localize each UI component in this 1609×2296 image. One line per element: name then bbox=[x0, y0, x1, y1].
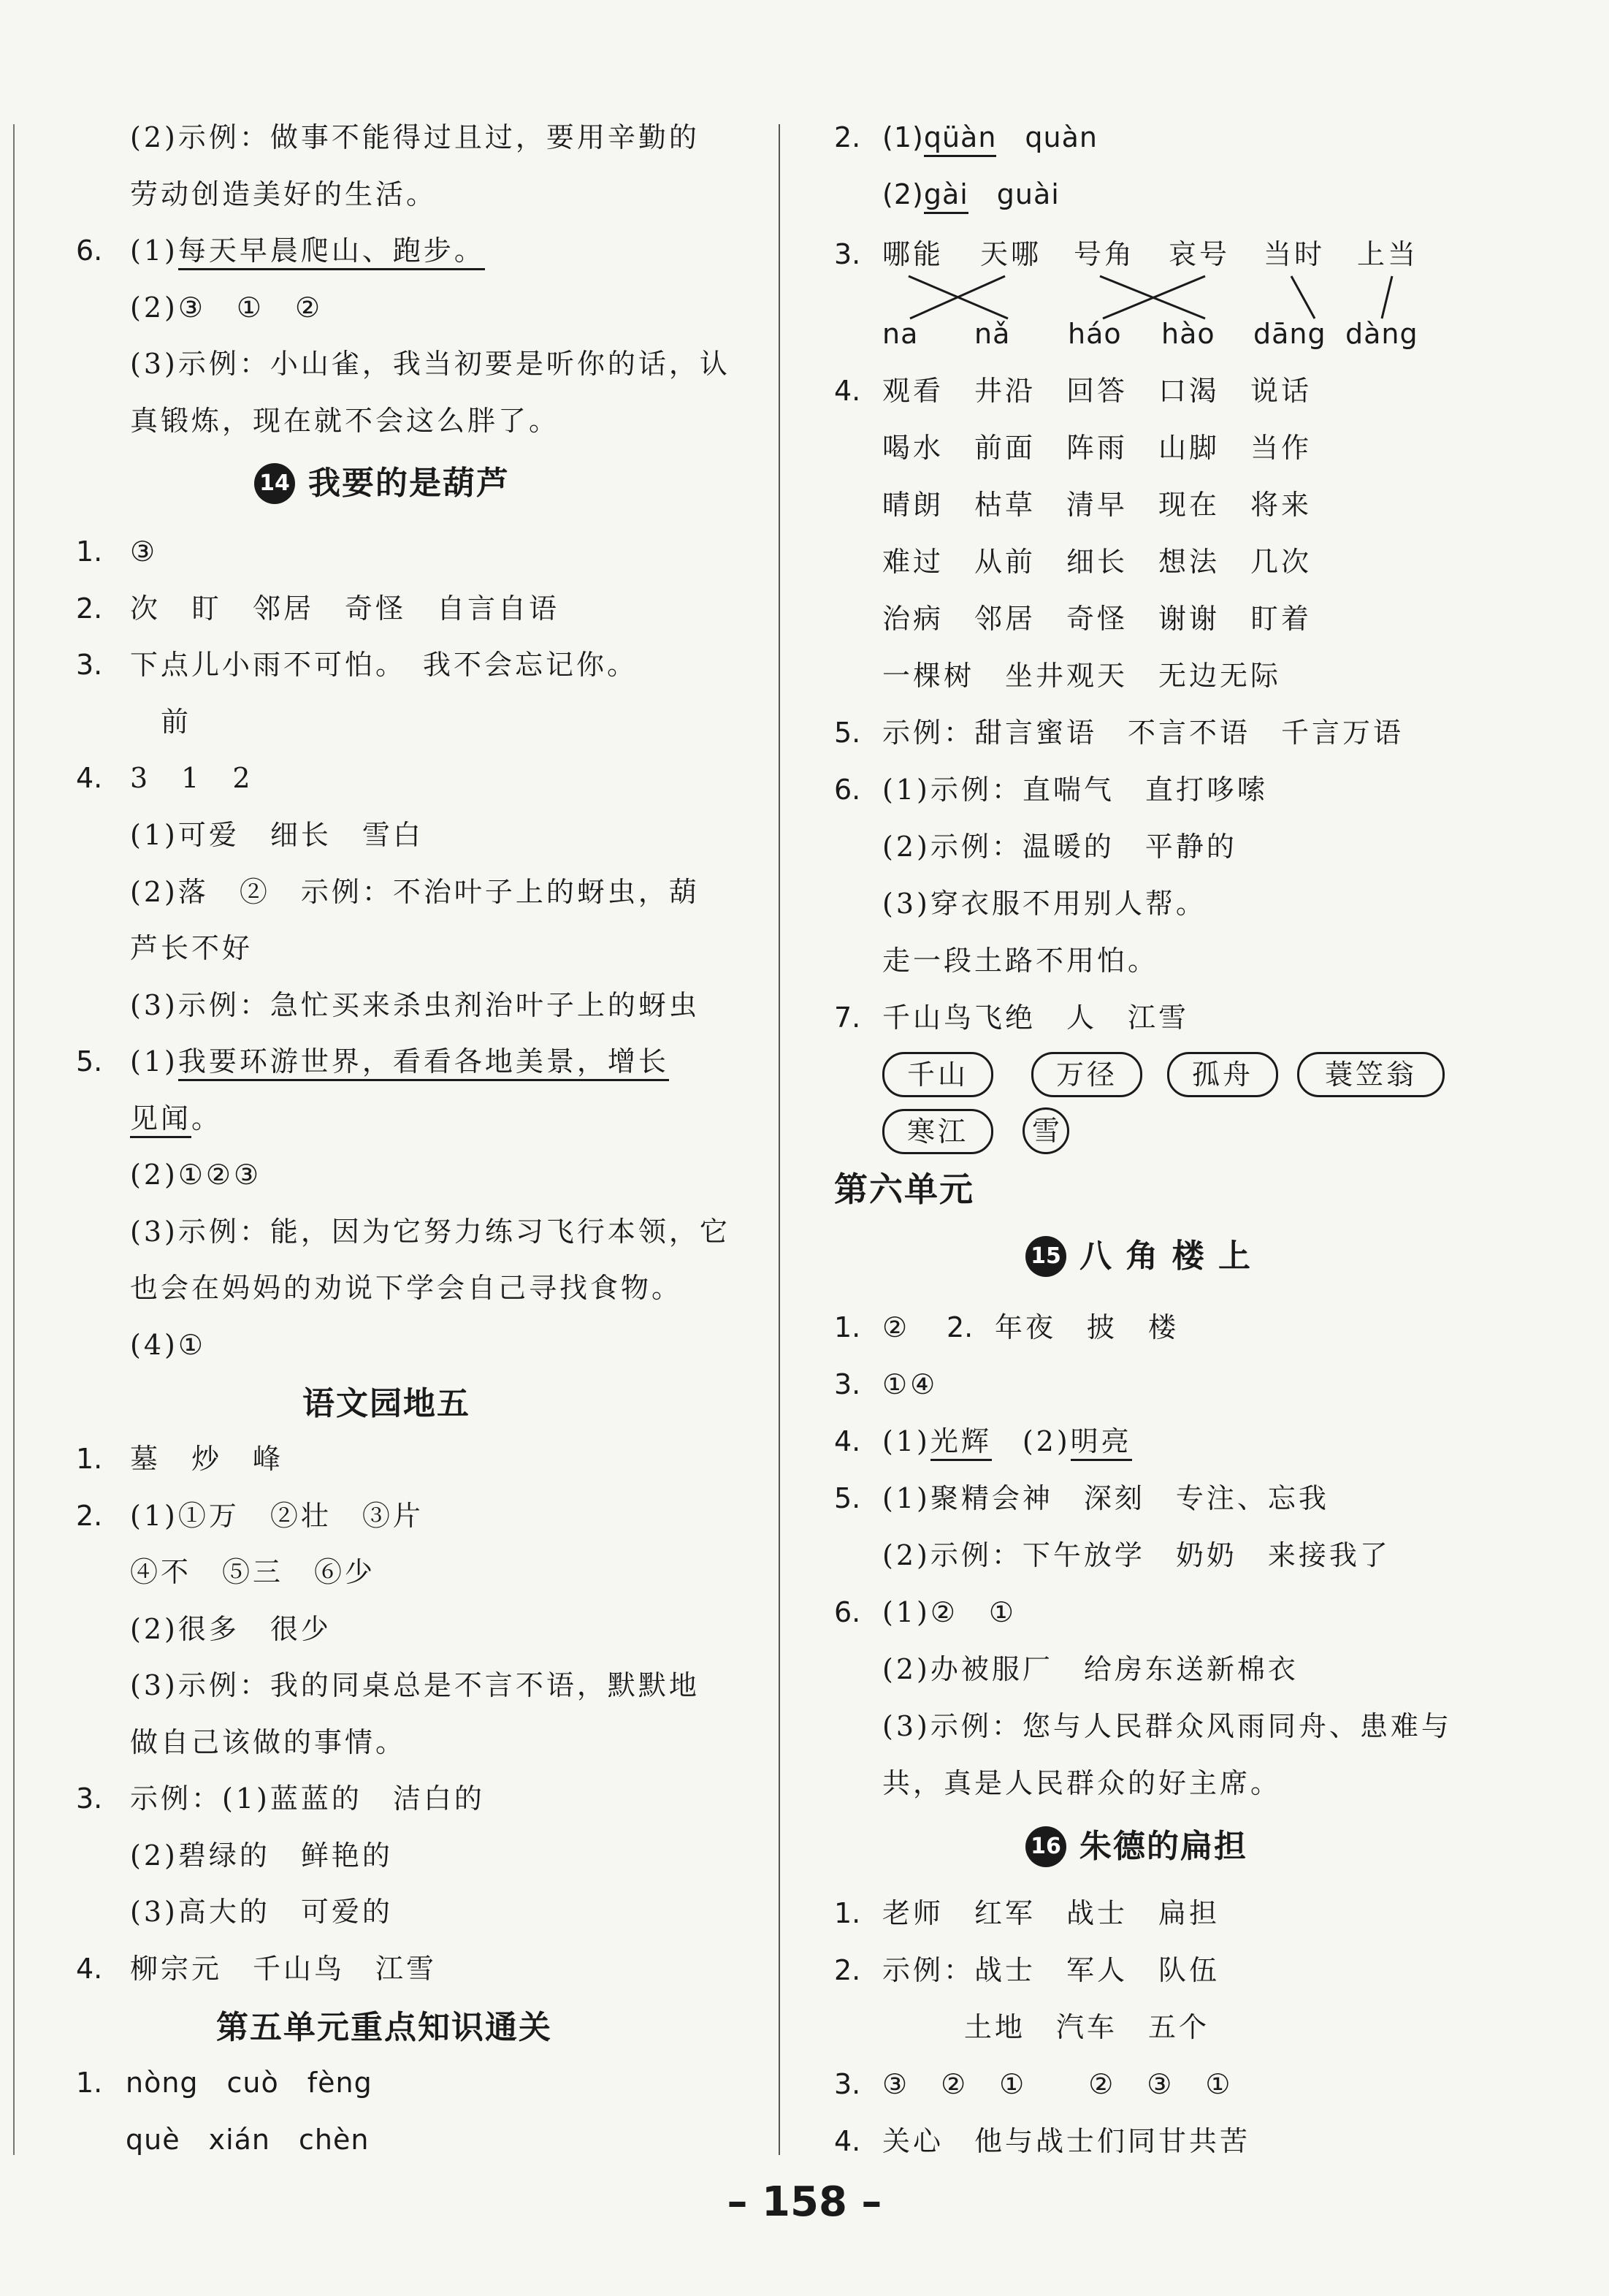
answer-line: (2)示例：下午放学 奶奶 来接我了 bbox=[882, 1539, 1391, 1571]
question-number: 1. bbox=[834, 1897, 861, 1929]
answer-line: 示例：甜言蜜语 不言不语 千言万语 bbox=[882, 717, 1404, 749]
answer-line: 土地 汽车 五个 bbox=[964, 2011, 1210, 2043]
question-number: 3. bbox=[76, 1782, 103, 1815]
answer-line: (2)①②③ bbox=[130, 1159, 262, 1191]
question-number: 7. bbox=[834, 1002, 861, 1034]
section-heading: 语文园地五 bbox=[302, 1385, 470, 1422]
circled-word: 孤舟 bbox=[1167, 1052, 1278, 1097]
pinyin-line: què xián chèn bbox=[126, 2124, 370, 2156]
answer-line: ② bbox=[882, 1311, 911, 1343]
question-number: 2. bbox=[76, 1500, 103, 1532]
answer-line: (1)①万 ②壮 ③片 bbox=[130, 1500, 424, 1532]
answer-line: (1)② ① bbox=[882, 1596, 1017, 1628]
column-divider bbox=[779, 124, 780, 2155]
question-number: 5. bbox=[76, 1045, 103, 1078]
answer-line: (2)碧绿的 鲜艳的 bbox=[130, 1839, 393, 1872]
answer-line: 次 盯 邻居 奇怪 自言自语 bbox=[130, 592, 560, 625]
circled-word: 寒江 bbox=[882, 1109, 993, 1154]
answer-line: 见闻。 bbox=[130, 1100, 222, 1137]
underlined-text: 每天早晨爬山、跑步。 bbox=[178, 234, 485, 270]
question-number: 2. bbox=[947, 1311, 974, 1343]
matching-word: 哪能 bbox=[882, 238, 944, 270]
question-number: 4. bbox=[76, 1953, 103, 1985]
answer-line: (2)示例：温暖的 平静的 bbox=[882, 831, 1237, 863]
answer-line: 前 bbox=[161, 706, 192, 738]
answer-line: (3)示例：急忙买来杀虫剂治叶子上的蚜虫 bbox=[130, 989, 700, 1021]
question-number: 3. bbox=[834, 238, 861, 270]
answer-line: 劳动创造美好的生活。 bbox=[130, 178, 437, 210]
matching-word: 号角 bbox=[1074, 238, 1136, 270]
answer-line: 治病 邻居 奇怪 谢谢 盯着 bbox=[882, 603, 1312, 635]
circled-word: 万径 bbox=[1031, 1052, 1142, 1097]
question-number: 5. bbox=[834, 717, 861, 749]
answer-line: 做自己该做的事情。 bbox=[130, 1726, 407, 1758]
answer-line: 柳宗元 千山鸟 江雪 bbox=[130, 1953, 437, 1985]
answer-line: (3)示例：能，因为它努力练习飞行本领，它 bbox=[130, 1216, 730, 1248]
answer-line: 墓 炒 峰 bbox=[130, 1443, 284, 1475]
question-number: 6. bbox=[834, 774, 861, 806]
underlined-text: 我要环游世界，看看各地美景，增长 bbox=[178, 1045, 669, 1081]
circled-word: 蓑笠翁 bbox=[1297, 1052, 1445, 1097]
question-number: 2. bbox=[834, 1954, 861, 1986]
page-number: – 158 – bbox=[727, 2178, 882, 2226]
underlined-text: gài bbox=[924, 178, 968, 214]
answer-line: (1)可爱 细长 雪白 bbox=[130, 819, 424, 851]
answer-line: 共，真是人民群众的好主席。 bbox=[882, 1767, 1282, 1799]
underlined-text: 明亮 bbox=[1071, 1425, 1132, 1461]
answer-line: 晴朗 枯草 清早 现在 将来 bbox=[882, 489, 1312, 521]
answer-line: (1)我要环游世界，看看各地美景，增长 bbox=[130, 1043, 669, 1080]
section-heading: 第五单元重点知识通关 bbox=[216, 2009, 552, 2046]
lesson-heading: 14 我要的是葫芦 bbox=[254, 463, 510, 504]
answer-line: (2)办被服厂 给房东送新棉衣 bbox=[882, 1653, 1299, 1685]
answer-line: (1)聚精会神 深刻 专注、忘我 bbox=[882, 1482, 1329, 1514]
answer-line: 关心 他与战士们同甘共苦 bbox=[882, 2125, 1251, 2157]
answer-line: (1)示例：直喘气 直打哆嗦 bbox=[882, 774, 1268, 806]
answer-line: (3)穿衣服不用别人帮。 bbox=[882, 888, 1207, 920]
answer-line: (4)① bbox=[130, 1329, 206, 1361]
pinyin-line: nòng cuò fèng bbox=[126, 2067, 372, 2099]
answer-line: 难过 从前 细长 想法 几次 bbox=[882, 546, 1312, 578]
matching-word: 当时 bbox=[1264, 238, 1326, 270]
answer-line: ①④ bbox=[882, 1368, 939, 1400]
question-number: 4. bbox=[834, 375, 861, 407]
question-number: 1. bbox=[834, 1311, 861, 1343]
pinyin-option: hào bbox=[1161, 318, 1215, 350]
answer-line: ③ bbox=[130, 535, 158, 568]
lesson-heading: 15 八 角 楼 上 bbox=[1025, 1236, 1252, 1277]
matching-word: 天哪 bbox=[980, 238, 1042, 270]
answer-line: 下点儿小雨不可怕。 我不会忘记你。 bbox=[130, 649, 638, 681]
answer-line: (3)高大的 可爱的 bbox=[130, 1896, 393, 1928]
answer-line: ④不 ⑤三 ⑥少 bbox=[130, 1556, 376, 1588]
answer-line: (2)③ ① ② bbox=[130, 291, 324, 324]
question-number: 3. bbox=[76, 649, 103, 681]
lesson-number-badge: 15 bbox=[1025, 1236, 1066, 1277]
question-number: 1. bbox=[76, 1443, 103, 1475]
answer-line: 3 1 2 bbox=[130, 762, 253, 794]
answer-line: 观看 井沿 回答 口渴 说话 bbox=[882, 375, 1312, 407]
answer-line: (2)示例：做事不能得过且过，要用辛勤的 bbox=[130, 121, 700, 153]
question-number: 6. bbox=[76, 234, 103, 267]
question-number: 5. bbox=[834, 1482, 861, 1514]
unit-heading: 第六单元 bbox=[834, 1170, 974, 1209]
answer-line: 一棵树 坐井观天 无边无际 bbox=[882, 660, 1282, 692]
underlined-text: 见闻 bbox=[130, 1102, 191, 1138]
answer-line: 芦长不好 bbox=[130, 932, 253, 964]
answer-line: 真锻炼，现在就不会这么胖了。 bbox=[130, 405, 560, 437]
answer-line: 示例：战士 军人 队伍 bbox=[882, 1954, 1220, 1986]
pinyin-line: (2)gài guài bbox=[882, 176, 1060, 213]
answer-line: 年夜 披 楼 bbox=[995, 1311, 1180, 1343]
question-number: 6. bbox=[834, 1596, 861, 1628]
pinyin-line: (1)qüàn quàn bbox=[882, 119, 1098, 156]
answer-line: (1)每天早晨爬山、跑步。 bbox=[130, 232, 485, 269]
answer-line: 走一段土路不用怕。 bbox=[882, 945, 1159, 977]
answer-line: 喝水 前面 阵雨 山脚 当作 bbox=[882, 432, 1312, 464]
pinyin-option: háo bbox=[1068, 318, 1122, 350]
answer-line: 千山鸟飞绝 人 江雪 bbox=[882, 1002, 1190, 1034]
answer-line: 示例：(1)蓝蓝的 洁白的 bbox=[130, 1782, 485, 1815]
underlined-text: 光辉 bbox=[930, 1425, 992, 1461]
underlined-text: qüàn bbox=[924, 121, 997, 157]
pinyin-option: na bbox=[882, 318, 919, 350]
answer-line: ③ ② ① ② ③ ① bbox=[882, 2068, 1234, 2100]
pinyin-option: nǎ bbox=[974, 318, 1011, 350]
matching-word: 哀号 bbox=[1169, 238, 1231, 270]
answer-line: (2)很多 很少 bbox=[130, 1613, 332, 1645]
lesson-number-badge: 16 bbox=[1025, 1826, 1066, 1867]
answer-line: (2)落 ② 示例：不治叶子上的蚜虫，葫 bbox=[130, 876, 700, 908]
lesson-heading: 16 朱德的扁担 bbox=[1025, 1826, 1247, 1867]
question-number: 4. bbox=[76, 762, 103, 794]
answer-line: 也会在妈妈的劝说下学会自己寻找食物。 bbox=[130, 1272, 683, 1304]
pinyin-option: dàng bbox=[1345, 318, 1418, 350]
circled-word: 雪 bbox=[1023, 1107, 1069, 1154]
answer-line: (3)示例：小山雀，我当初要是听你的话，认 bbox=[130, 348, 730, 380]
answer-line: 老师 红军 战士 扁担 bbox=[882, 1897, 1220, 1929]
question-number: 2. bbox=[76, 592, 103, 625]
circled-word: 千山 bbox=[882, 1052, 993, 1097]
lesson-number-badge: 14 bbox=[254, 463, 295, 504]
question-number: 2. bbox=[834, 121, 861, 153]
question-number: 3. bbox=[834, 2068, 861, 2100]
question-number: 1. bbox=[76, 535, 103, 568]
question-number: 3. bbox=[834, 1368, 861, 1400]
question-number: 4. bbox=[834, 2125, 861, 2157]
pinyin-option: dāng bbox=[1253, 318, 1326, 350]
question-number: 1. bbox=[76, 2067, 103, 2099]
matching-word: 上当 bbox=[1357, 238, 1419, 270]
answer-line: (1)光辉 (2)明亮 bbox=[882, 1423, 1132, 1460]
question-number: 4. bbox=[834, 1425, 861, 1457]
left-margin-line bbox=[13, 124, 15, 2155]
answer-line: (3)示例：我的同桌总是不言不语，默默地 bbox=[130, 1669, 700, 1701]
answer-line: (3)示例：您与人民群众风雨同舟、患难与 bbox=[882, 1710, 1452, 1742]
